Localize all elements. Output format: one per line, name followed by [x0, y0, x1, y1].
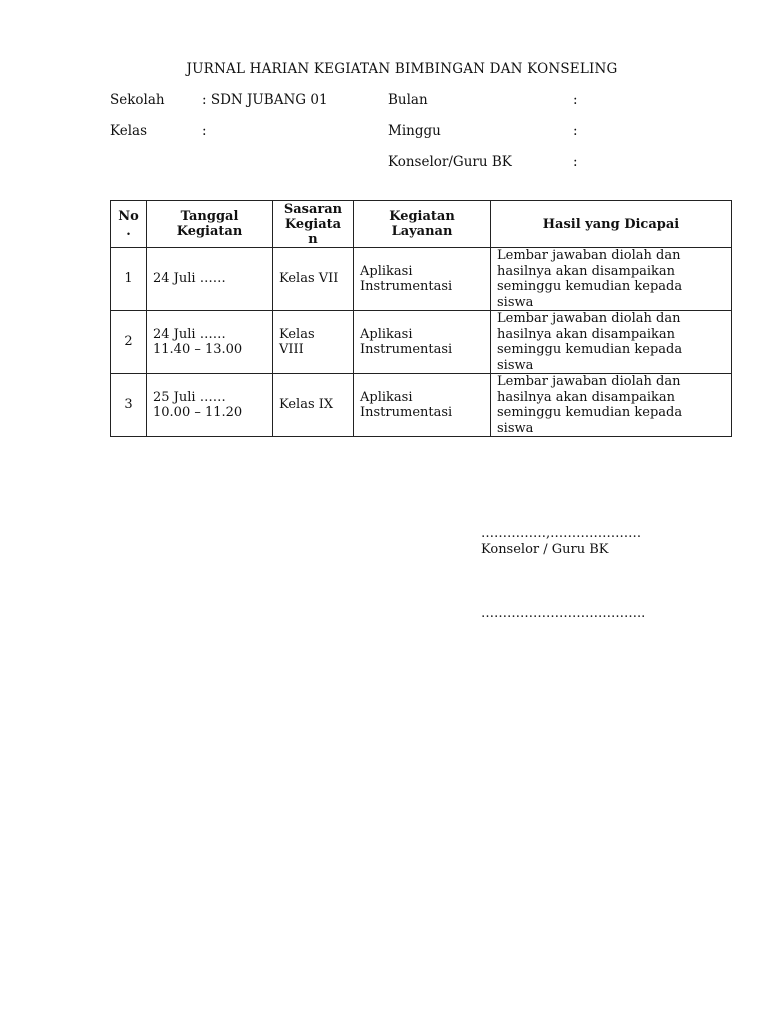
cell-tanggal: 24 Juli …… 11.40 – 13.00 — [147, 311, 273, 374]
cell-hasil: Lembar jawaban diolah dan hasilnya akan disampaikan seminggu kemudian kepada siswa — [491, 311, 732, 374]
kelas-value: : — [202, 123, 207, 139]
table-row — [111, 374, 732, 437]
bulan-label: Bulan — [388, 92, 428, 108]
table-row — [111, 311, 732, 374]
sekolah-label: Sekolah — [110, 92, 165, 108]
signature-name-line: ……………………………….. — [481, 606, 646, 621]
table-header-row — [111, 201, 732, 248]
table-row — [111, 248, 732, 311]
cell-no: 2 — [111, 311, 147, 374]
konselor-value: : — [573, 154, 578, 170]
cell-no: 3 — [111, 374, 147, 437]
cell-kegiatan: Aplikasi Instrumentasi — [354, 248, 491, 311]
cell-hasil: Lembar jawaban diolah dan hasilnya akan disampaikan seminggu kemudian kepada siswa — [491, 248, 732, 311]
journal-table — [110, 200, 732, 437]
column-header-kegiatan: Kegiatan Layanan — [354, 201, 491, 248]
konselor-label: Konselor/Guru BK — [388, 154, 512, 170]
column-header-hasil: Hasil yang Dicapai — [491, 201, 732, 248]
cell-tanggal: 24 Juli …… — [147, 248, 273, 311]
signature-role: Konselor / Guru BK — [481, 542, 609, 557]
column-header-no: No . — [111, 201, 147, 248]
bulan-value: : — [573, 92, 578, 108]
sekolah-value: : SDN JUBANG 01 — [202, 92, 328, 108]
kelas-label: Kelas — [110, 123, 148, 139]
signature-place-date: ……………,………………… — [481, 526, 642, 541]
minggu-label: Minggu — [388, 123, 441, 139]
document-title: JURNAL HARIAN KEGIATAN BIMBINGAN DAN KONSELING — [186, 61, 618, 77]
cell-kegiatan: Aplikasi Instrumentasi — [354, 311, 491, 374]
minggu-value: : — [573, 123, 578, 139]
cell-kegiatan: Aplikasi Instrumentasi — [354, 374, 491, 437]
cell-sasaran: Kelas VII — [273, 248, 354, 311]
cell-sasaran: Kelas VIII — [273, 311, 354, 374]
cell-hasil: Lembar jawaban diolah dan hasilnya akan disampaikan seminggu kemudian kepada siswa — [491, 374, 732, 437]
cell-tanggal: 25 Juli …… 10.00 – 11.20 — [147, 374, 273, 437]
cell-no: 1 — [111, 248, 147, 311]
column-header-tanggal: Tanggal Kegiatan — [147, 201, 273, 248]
column-header-sasaran: Sasaran Kegiata n — [273, 201, 354, 248]
cell-sasaran: Kelas IX — [273, 374, 354, 437]
